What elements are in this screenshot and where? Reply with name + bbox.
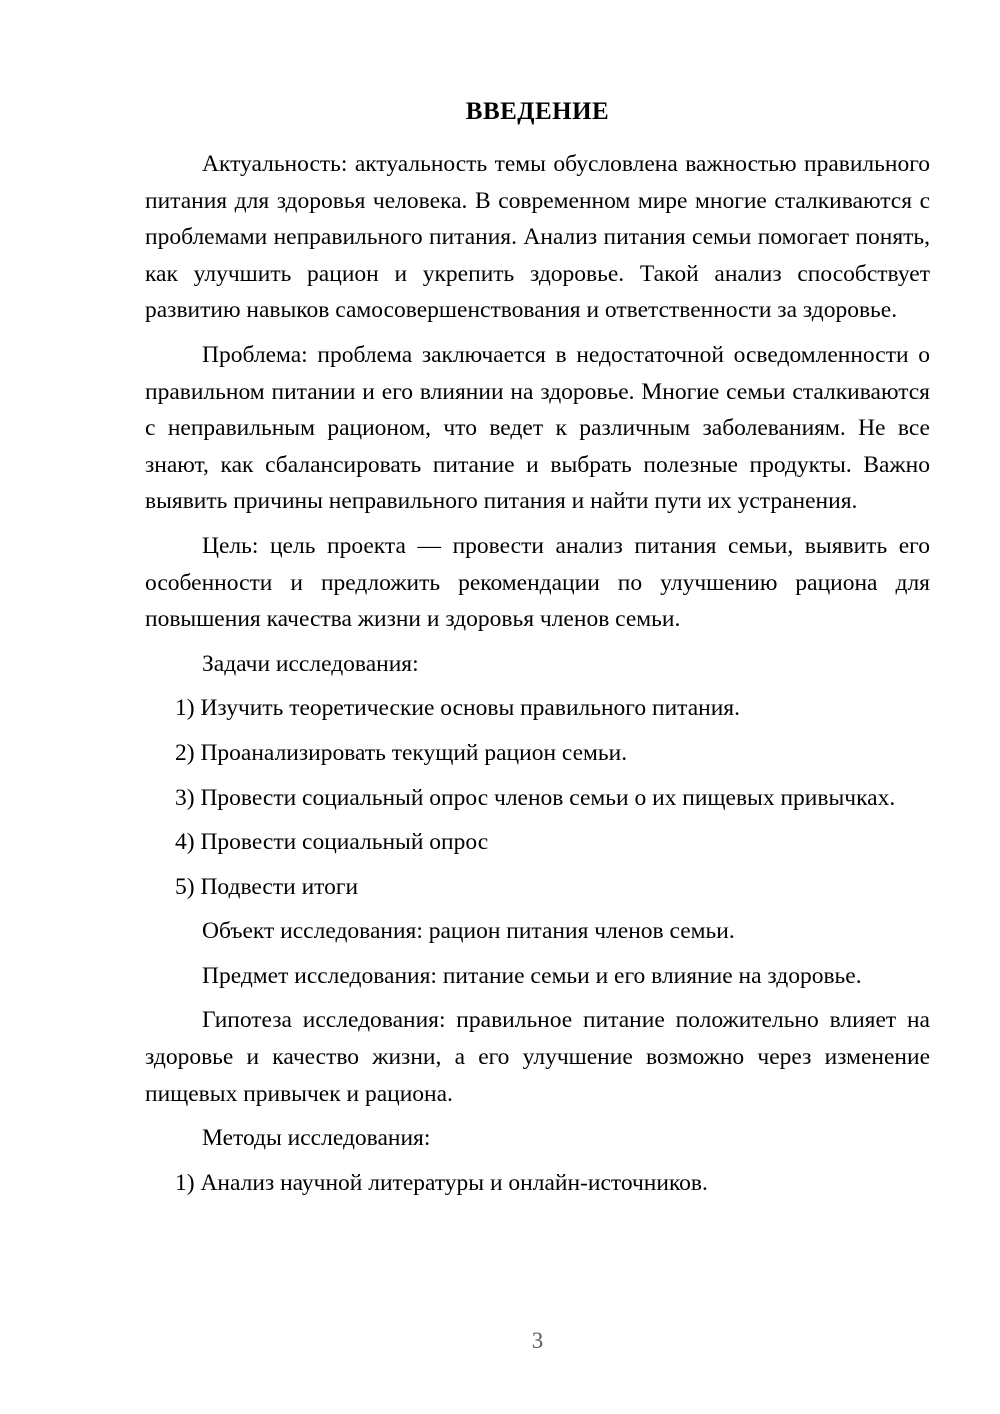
paragraph-goal: Цель: цель проекта — провести анализ питания семьи, выявить его особенности и предложить рекомендации по улучшению рациона для повышения качества жизни и здоровья членов семьи. [145,532,930,633]
paragraph-object: Объект исследования: рацион питания членов семьи. [202,918,735,945]
paragraph-relevance: Актуальность: актуальность темы обусловлена важностью правильного питания для здоровья человека. В современном мире многие сталкиваются с проблемами неправильного питания. Анализ питания семьи помогает понять, как улучшить рацион и укрепить здоровье. Такой анализ способствует развитию навыков самосовершенствования и ответственности за здоровье. [145,151,930,324]
task-item-5: 5) Подвести итоги [175,873,359,900]
task-item-3: 3) Провести социальный опрос членов семьи о их пищевых привычках. [175,784,896,811]
task-item-2: 2) Проанализировать текущий рацион семьи. [175,739,628,766]
heading-methods: Методы исследования: [202,1125,431,1152]
paragraph-problem: Проблема: проблема заключается в недостаточной осведомленности о правильном питании и его влиянии на здоровье. Многие семьи сталкиваются с неправильным рационом, что ведет к различным заболеваниям. Не все знают, как сбалансировать питание и выбрать полезные продукты. Важно выявить причины неправильного питания и найти пути их устранения. [145,341,930,515]
heading-tasks: Задачи исследования: [202,650,419,677]
task-item-4: 4) Провести социальный опрос [175,829,489,856]
method-item-1: 1) Анализ научной литературы и онлайн-источников. [175,1169,708,1196]
paragraph-hypothesis: Гипотеза исследования: правильное питание положительно влияет на здоровье и качество жизни, а его улучшение возможно через изменение пищевых привычек и рациона. [145,1007,930,1107]
task-item-1: 1) Изучить теоретические основы правильного питания. [175,695,740,722]
paragraph-subject: Предмет исследования: питание семьи и его влияние на здоровье. [202,962,862,989]
page-title: ВВЕДЕНИЕ [465,98,610,125]
document-body [145,94,930,1209]
page-number: 3 [531,1328,544,1353]
